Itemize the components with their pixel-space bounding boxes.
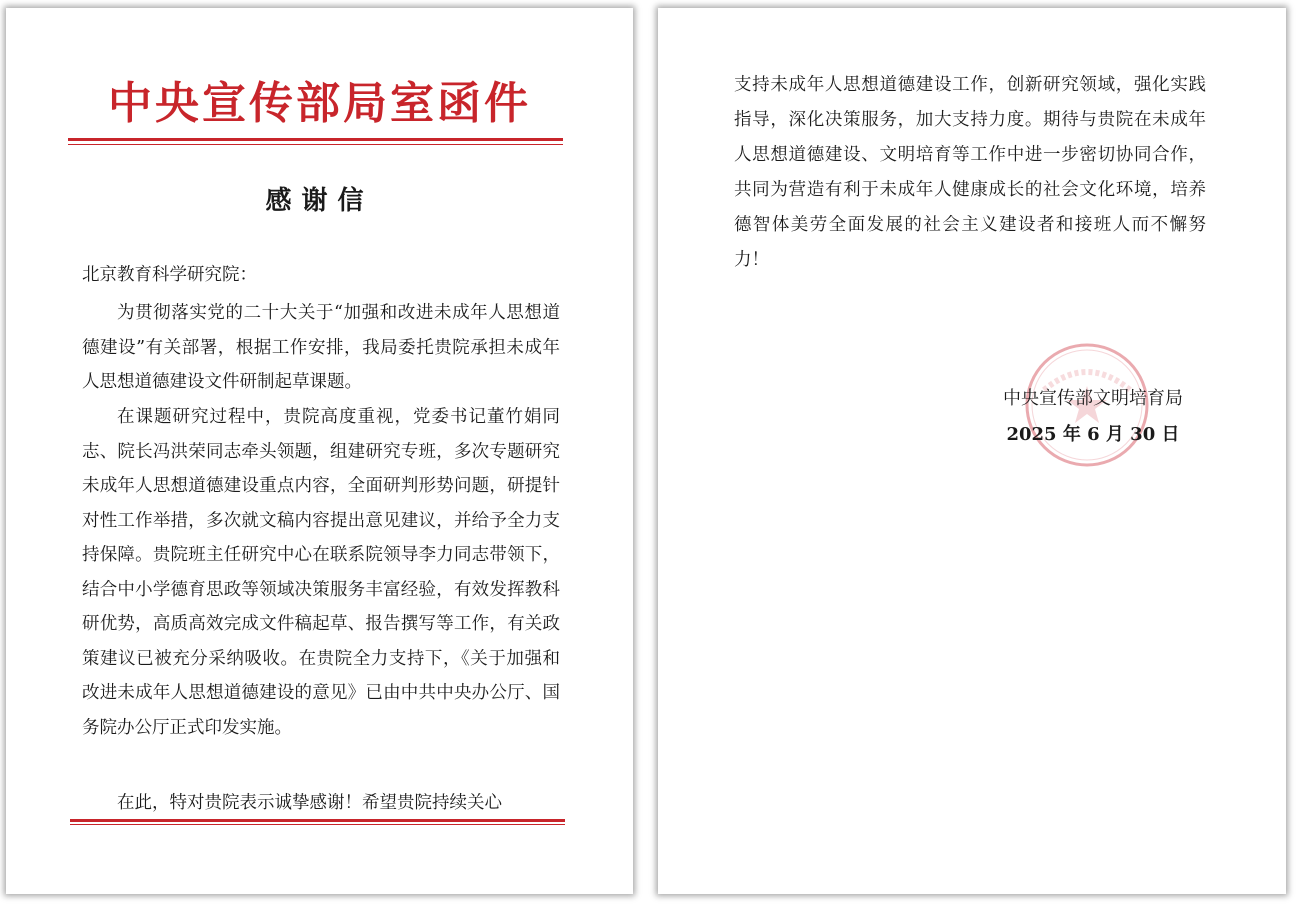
paragraph-1: 为贯彻落实党的二十大关于“加强和改进未成年人思想道德建设”有关部署，根据工作安排，我局委托贵院承担未成年人思想道德建设文件研制起草课题。 bbox=[82, 303, 560, 392]
issuer-name: 中央宣传部文明培育局 bbox=[1003, 388, 1183, 409]
letter-title: 感谢信 bbox=[265, 186, 374, 216]
paragraph-3-continued: 支持未成年人思想道德建设工作，创新研究领域，强化实践指导，深化决策服务，加大支持力度。期待与贵院在未成年人思想道德建设、文明培育等工作中进一步密切协同合作，共同为营造有利于未成年人健康成长的社会文化环境，培养德智体美劳全面发展的社会主义建设者和接班人而不懈努力！ bbox=[734, 75, 1206, 270]
letter-page-1 bbox=[6, 8, 633, 894]
paragraph-2: 在课题研究过程中，贵院高度重视，党委书记董竹娟同志、院长冯洪荣同志牵头领题，组建研究专班，多次专题研究未成年人思想道德建设重点内容，全面研判形势问题，研提针对性工作举措，多次就文稿内容提出意见建议，并给予全力支持保障。贵院班主任研究中心在联系院领导李力同志带领下，结合中小学德育思政等领域决策服务丰富经验，有效发挥教科研优势，高质高效完成文件稿起草、报告撰写等工作，有关政策建议已被充分采纳吸收。在贵院全力支持下，《关于加强和改进未成年人思想道德建设的意见》已由中共中央办公厅、国务院办公厅正式印发实施。 bbox=[82, 407, 560, 738]
letterhead-title: 中央宣传部局室函件 bbox=[108, 78, 531, 129]
footer-rule-thick bbox=[70, 819, 565, 822]
letter-page-2 bbox=[658, 8, 1286, 894]
salutation: 北京教育科学研究院： bbox=[82, 265, 257, 285]
letterhead-rule-thick bbox=[68, 138, 563, 141]
letterhead-rule-thin bbox=[68, 144, 563, 145]
issue-date: 2025 年 6 月 30 日 bbox=[1006, 424, 1180, 445]
paragraph-3-start: 在此，特对贵院表示诚挚感谢！希望贵院持续关心 bbox=[117, 793, 502, 813]
footer-rule-thin bbox=[70, 824, 565, 825]
